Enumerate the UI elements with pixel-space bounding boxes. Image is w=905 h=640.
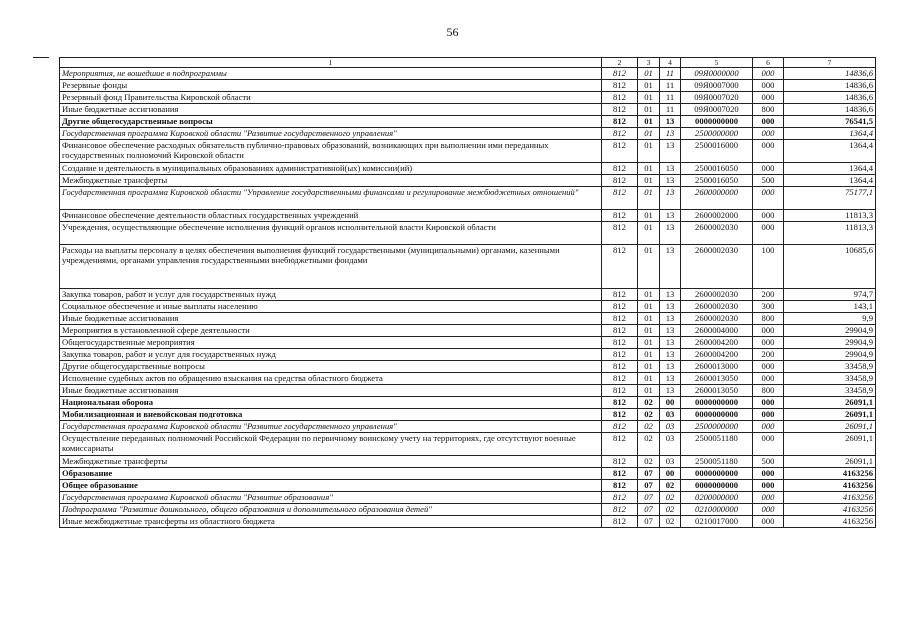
row-expense-type-cell: 000 [753, 163, 784, 175]
row-subsection-cell: 13 [660, 245, 681, 289]
row-name-cell: Закупка товаров, работ и услуг для государственных нужд [60, 349, 602, 361]
row-ved-cell: 812 [602, 385, 638, 397]
row-target-code-cell: 2600013050 [681, 385, 753, 397]
column-number: 6 [753, 58, 784, 68]
column-number-row [60, 58, 876, 68]
row-section-cell: 01 [638, 128, 660, 140]
row-amount-cell: 9,9 [784, 313, 876, 325]
row-amount-cell: 26091,1 [784, 421, 876, 433]
row-name-cell: Социальное обеспечение и иные выплаты населению [60, 301, 602, 313]
row-section-cell: 01 [638, 301, 660, 313]
row-expense-type-cell: 100 [753, 245, 784, 289]
row-amount-cell: 33458,9 [784, 361, 876, 373]
row-name-cell: Мероприятия, не вошедшие в подпрограммы [60, 68, 602, 80]
row-subsection-cell: 13 [660, 163, 681, 175]
row-name-cell: Расходы на выплаты персоналу в целях обеспечения выполнения функций государственными (муниципальными) органами, казенными учреждениями, органами управления государственными внебюджетными фондами [60, 245, 602, 289]
table-row [60, 289, 876, 301]
row-target-code-cell: 0210000000 [681, 504, 753, 516]
row-ved-cell: 812 [602, 313, 638, 325]
table-row [60, 468, 876, 480]
row-section-cell: 01 [638, 385, 660, 397]
row-section-cell: 07 [638, 516, 660, 528]
row-subsection-cell: 02 [660, 480, 681, 492]
row-amount-cell: 14836,6 [784, 104, 876, 116]
row-ved-cell: 812 [602, 325, 638, 337]
row-ved-cell: 812 [602, 222, 638, 245]
row-amount-cell: 26091,1 [784, 409, 876, 421]
row-name-cell: Межбюджетные трансферты [60, 456, 602, 468]
row-target-code-cell: 09Я0007020 [681, 92, 753, 104]
table-row [60, 128, 876, 140]
row-subsection-cell: 11 [660, 68, 681, 80]
row-expense-type-cell: 800 [753, 104, 784, 116]
row-name-cell: Создание и деятельность в муниципальных образованиях административной(ых) комиссии(ий) [60, 163, 602, 175]
row-target-code-cell: 2500000000 [681, 421, 753, 433]
row-target-code-cell: 0200000000 [681, 492, 753, 504]
row-subsection-cell: 13 [660, 187, 681, 210]
row-expense-type-cell: 300 [753, 301, 784, 313]
row-expense-type-cell: 000 [753, 373, 784, 385]
row-subsection-cell: 13 [660, 210, 681, 222]
row-name-cell: Государственная программа Кировской области "Развитие государственного управления" [60, 128, 602, 140]
row-subsection-cell: 03 [660, 433, 681, 456]
table-row [60, 433, 876, 456]
row-expense-type-cell: 000 [753, 492, 784, 504]
row-section-cell: 01 [638, 210, 660, 222]
row-amount-cell: 4163256 [784, 480, 876, 492]
row-amount-cell: 26091,1 [784, 433, 876, 456]
row-ved-cell: 812 [602, 456, 638, 468]
row-ved-cell: 812 [602, 140, 638, 163]
row-section-cell: 07 [638, 492, 660, 504]
table-row [60, 116, 876, 128]
row-subsection-cell: 02 [660, 516, 681, 528]
table-row [60, 245, 876, 289]
row-section-cell: 01 [638, 222, 660, 245]
row-section-cell: 01 [638, 104, 660, 116]
row-expense-type-cell: 200 [753, 289, 784, 301]
row-subsection-cell: 00 [660, 468, 681, 480]
row-name-cell: Межбюджетные трансферты [60, 175, 602, 187]
column-number: 7 [784, 58, 876, 68]
row-ved-cell: 812 [602, 409, 638, 421]
row-amount-cell: 143,1 [784, 301, 876, 313]
row-expense-type-cell: 000 [753, 68, 784, 80]
row-section-cell: 07 [638, 504, 660, 516]
row-section-cell: 01 [638, 289, 660, 301]
row-ved-cell: 812 [602, 68, 638, 80]
row-name-cell: Общее образование [60, 480, 602, 492]
row-target-code-cell: 2500051180 [681, 433, 753, 456]
table-row [60, 210, 876, 222]
row-ved-cell: 812 [602, 116, 638, 128]
column-number: 3 [638, 58, 660, 68]
row-expense-type-cell: 000 [753, 468, 784, 480]
row-target-code-cell: 2500051180 [681, 456, 753, 468]
row-section-cell: 01 [638, 349, 660, 361]
row-section-cell: 01 [638, 92, 660, 104]
row-section-cell: 01 [638, 116, 660, 128]
row-section-cell: 02 [638, 421, 660, 433]
row-expense-type-cell: 000 [753, 140, 784, 163]
table-row [60, 456, 876, 468]
table-row [60, 104, 876, 116]
row-subsection-cell: 13 [660, 222, 681, 245]
row-section-cell: 01 [638, 80, 660, 92]
row-subsection-cell: 13 [660, 385, 681, 397]
row-ved-cell: 812 [602, 397, 638, 409]
row-ved-cell: 812 [602, 337, 638, 349]
row-expense-type-cell: 800 [753, 313, 784, 325]
row-name-cell: Осуществление переданных полномочий Российской Федерации по первичному воинскому учету на территориях, где отсутствуют военные комиссариаты [60, 433, 602, 456]
row-expense-type-cell: 500 [753, 175, 784, 187]
row-amount-cell: 29904,9 [784, 349, 876, 361]
row-name-cell: Иные бюджетные ассигнования [60, 104, 602, 116]
row-subsection-cell: 13 [660, 361, 681, 373]
row-expense-type-cell: 000 [753, 409, 784, 421]
table-row [60, 175, 876, 187]
row-name-cell: Исполнение судебных актов по обращению взыскания на средства областного бюджета [60, 373, 602, 385]
row-subsection-cell: 03 [660, 409, 681, 421]
row-target-code-cell: 2600002030 [681, 289, 753, 301]
row-name-cell: Резервный фонд Правительства Кировской области [60, 92, 602, 104]
table-row [60, 313, 876, 325]
row-target-code-cell: 0000000000 [681, 409, 753, 421]
row-subsection-cell: 13 [660, 140, 681, 163]
row-section-cell: 01 [638, 373, 660, 385]
row-subsection-cell: 03 [660, 456, 681, 468]
row-name-cell: Государственная программа Кировской области "Управление государственными финансами и регулирование межбюджетных отношений" [60, 187, 602, 210]
row-subsection-cell: 11 [660, 104, 681, 116]
table-row [60, 92, 876, 104]
row-ved-cell: 812 [602, 421, 638, 433]
row-amount-cell: 14836,6 [784, 92, 876, 104]
row-section-cell: 07 [638, 468, 660, 480]
column-number: 2 [602, 58, 638, 68]
table-row [60, 337, 876, 349]
row-ved-cell: 812 [602, 361, 638, 373]
row-expense-type-cell: 000 [753, 128, 784, 140]
row-ved-cell: 812 [602, 373, 638, 385]
row-target-code-cell: 2500016000 [681, 140, 753, 163]
row-section-cell: 01 [638, 175, 660, 187]
row-amount-cell: 29904,9 [784, 325, 876, 337]
row-name-cell: Финансовое обеспечение расходных обязательств публично-правовых образований, возникающих при выполнении ими переданных государственных полномочий Кировской области [60, 140, 602, 163]
table-row [60, 349, 876, 361]
row-expense-type-cell: 000 [753, 480, 784, 492]
row-amount-cell: 10685,6 [784, 245, 876, 289]
row-amount-cell: 75177,1 [784, 187, 876, 210]
row-target-code-cell: 2500000000 [681, 128, 753, 140]
row-expense-type-cell: 000 [753, 80, 784, 92]
row-name-cell: Иные бюджетные ассигнования [60, 385, 602, 397]
row-expense-type-cell: 500 [753, 456, 784, 468]
row-ved-cell: 812 [602, 80, 638, 92]
table-row [60, 480, 876, 492]
row-target-code-cell: 2600004200 [681, 349, 753, 361]
row-subsection-cell: 13 [660, 116, 681, 128]
row-name-cell: Финансовое обеспечение деятельности областных государственных учреждений [60, 210, 602, 222]
margin-mark [33, 57, 49, 58]
row-name-cell: Иные межбюджетные трансферты из областного бюджета [60, 516, 602, 528]
row-ved-cell: 812 [602, 187, 638, 210]
table-body [60, 68, 876, 528]
row-amount-cell: 1364,4 [784, 163, 876, 175]
row-amount-cell: 76541,5 [784, 116, 876, 128]
table-row [60, 187, 876, 210]
row-subsection-cell: 13 [660, 175, 681, 187]
row-ved-cell: 812 [602, 468, 638, 480]
row-section-cell: 02 [638, 397, 660, 409]
row-subsection-cell: 13 [660, 313, 681, 325]
row-subsection-cell: 13 [660, 325, 681, 337]
row-amount-cell: 4163256 [784, 492, 876, 504]
row-target-code-cell: 09Я0007020 [681, 104, 753, 116]
row-target-code-cell: 2600002030 [681, 245, 753, 289]
row-subsection-cell: 11 [660, 80, 681, 92]
row-subsection-cell: 13 [660, 337, 681, 349]
row-amount-cell: 33458,9 [784, 373, 876, 385]
table-row [60, 80, 876, 92]
row-section-cell: 01 [638, 187, 660, 210]
row-subsection-cell: 02 [660, 492, 681, 504]
table-row [60, 421, 876, 433]
row-ved-cell: 812 [602, 104, 638, 116]
row-subsection-cell: 11 [660, 92, 681, 104]
row-name-cell: Государственная программа Кировской области "Развитие образования" [60, 492, 602, 504]
table-row [60, 361, 876, 373]
table-row [60, 409, 876, 421]
row-ved-cell: 812 [602, 433, 638, 456]
row-ved-cell: 812 [602, 349, 638, 361]
row-expense-type-cell: 000 [753, 504, 784, 516]
row-ved-cell: 812 [602, 128, 638, 140]
row-subsection-cell: 13 [660, 301, 681, 313]
row-subsection-cell: 02 [660, 504, 681, 516]
budget-table [59, 57, 876, 528]
column-number: 4 [660, 58, 681, 68]
row-amount-cell: 974,7 [784, 289, 876, 301]
row-expense-type-cell: 000 [753, 337, 784, 349]
row-section-cell: 02 [638, 456, 660, 468]
row-name-cell: Закупка товаров, работ и услуг для государственных нужд [60, 289, 602, 301]
table-row [60, 301, 876, 313]
row-expense-type-cell: 000 [753, 325, 784, 337]
table-row [60, 68, 876, 80]
row-name-cell: Другие общегосударственные вопросы [60, 361, 602, 373]
row-amount-cell: 1364,4 [784, 140, 876, 163]
row-target-code-cell: 2600000000 [681, 187, 753, 210]
row-name-cell: Образование [60, 468, 602, 480]
row-subsection-cell: 13 [660, 373, 681, 385]
row-section-cell: 01 [638, 163, 660, 175]
row-name-cell: Иные бюджетные ассигнования [60, 313, 602, 325]
row-amount-cell: 26091,1 [784, 397, 876, 409]
row-target-code-cell: 0000000000 [681, 116, 753, 128]
row-ved-cell: 812 [602, 163, 638, 175]
column-number: 1 [60, 58, 602, 68]
row-name-cell: Мобилизационная и вневойсковая подготовка [60, 409, 602, 421]
row-target-code-cell: 2600002030 [681, 301, 753, 313]
row-name-cell: Общегосударственные мероприятия [60, 337, 602, 349]
row-name-cell: Резервные фонды [60, 80, 602, 92]
row-subsection-cell: 13 [660, 289, 681, 301]
row-expense-type-cell: 000 [753, 187, 784, 210]
row-ved-cell: 812 [602, 210, 638, 222]
row-amount-cell: 11813,3 [784, 222, 876, 245]
row-expense-type-cell: 000 [753, 222, 784, 245]
row-expense-type-cell: 000 [753, 361, 784, 373]
table-row [60, 373, 876, 385]
table-row [60, 140, 876, 163]
row-amount-cell: 33458,9 [784, 385, 876, 397]
row-section-cell: 02 [638, 433, 660, 456]
row-expense-type-cell: 000 [753, 92, 784, 104]
row-expense-type-cell: 000 [753, 397, 784, 409]
row-target-code-cell: 2600002030 [681, 313, 753, 325]
row-target-code-cell: 0000000000 [681, 468, 753, 480]
row-expense-type-cell: 000 [753, 210, 784, 222]
row-expense-type-cell: 000 [753, 433, 784, 456]
row-target-code-cell: 2600004000 [681, 325, 753, 337]
row-amount-cell: 11813,3 [784, 210, 876, 222]
row-amount-cell: 14836,6 [784, 68, 876, 80]
row-ved-cell: 812 [602, 289, 638, 301]
row-section-cell: 01 [638, 140, 660, 163]
table-row [60, 516, 876, 528]
column-number: 5 [681, 58, 753, 68]
row-name-cell: Национальная оборона [60, 397, 602, 409]
row-target-code-cell: 2500016050 [681, 163, 753, 175]
row-name-cell: Другие общегосударственные вопросы [60, 116, 602, 128]
row-expense-type-cell: 000 [753, 516, 784, 528]
row-subsection-cell: 13 [660, 349, 681, 361]
row-subsection-cell: 13 [660, 128, 681, 140]
row-target-code-cell: 09Я0000000 [681, 68, 753, 80]
row-expense-type-cell: 800 [753, 385, 784, 397]
table-row [60, 397, 876, 409]
row-name-cell: Мероприятия в установленной сфере деятельности [60, 325, 602, 337]
row-name-cell: Подпрограмма "Развитие дошкольного, общего образования и дополнительного образования детей" [60, 504, 602, 516]
row-target-code-cell: 0000000000 [681, 480, 753, 492]
row-section-cell: 01 [638, 361, 660, 373]
table-row [60, 385, 876, 397]
row-ved-cell: 812 [602, 480, 638, 492]
row-expense-type-cell: 200 [753, 349, 784, 361]
row-section-cell: 01 [638, 245, 660, 289]
row-target-code-cell: 2600004200 [681, 337, 753, 349]
row-amount-cell: 4163256 [784, 504, 876, 516]
row-amount-cell: 1364,4 [784, 128, 876, 140]
row-name-cell: Государственная программа Кировской области "Развитие государственного управления" [60, 421, 602, 433]
row-ved-cell: 812 [602, 492, 638, 504]
row-target-code-cell: 2600013000 [681, 361, 753, 373]
row-target-code-cell: 2600013050 [681, 373, 753, 385]
row-subsection-cell: 03 [660, 421, 681, 433]
row-ved-cell: 812 [602, 504, 638, 516]
row-section-cell: 01 [638, 313, 660, 325]
row-target-code-cell: 2500016050 [681, 175, 753, 187]
row-amount-cell: 14836,6 [784, 80, 876, 92]
row-ved-cell: 812 [602, 516, 638, 528]
table-row [60, 325, 876, 337]
row-amount-cell: 26091,1 [784, 456, 876, 468]
table-row [60, 163, 876, 175]
row-target-code-cell: 09Я0007000 [681, 80, 753, 92]
row-section-cell: 01 [638, 325, 660, 337]
row-amount-cell: 4163256 [784, 516, 876, 528]
row-section-cell: 07 [638, 480, 660, 492]
row-ved-cell: 812 [602, 175, 638, 187]
row-section-cell: 02 [638, 409, 660, 421]
row-target-code-cell: 0000000000 [681, 397, 753, 409]
row-section-cell: 01 [638, 337, 660, 349]
row-amount-cell: 29904,9 [784, 337, 876, 349]
table-row [60, 504, 876, 516]
row-target-code-cell: 2600002030 [681, 222, 753, 245]
row-ved-cell: 812 [602, 92, 638, 104]
table-row [60, 492, 876, 504]
row-ved-cell: 812 [602, 301, 638, 313]
row-subsection-cell: 00 [660, 397, 681, 409]
row-ved-cell: 812 [602, 245, 638, 289]
row-name-cell: Учреждения, осуществляющие обеспечение исполнения функций органов исполнительной власти Кировской области [60, 222, 602, 245]
row-section-cell: 01 [638, 68, 660, 80]
row-amount-cell: 4163256 [784, 468, 876, 480]
row-target-code-cell: 2600002000 [681, 210, 753, 222]
page-number: 56 [446, 25, 459, 39]
row-target-code-cell: 0210017000 [681, 516, 753, 528]
row-expense-type-cell: 000 [753, 116, 784, 128]
row-amount-cell: 1364,4 [784, 175, 876, 187]
row-expense-type-cell: 000 [753, 421, 784, 433]
table-row [60, 222, 876, 245]
